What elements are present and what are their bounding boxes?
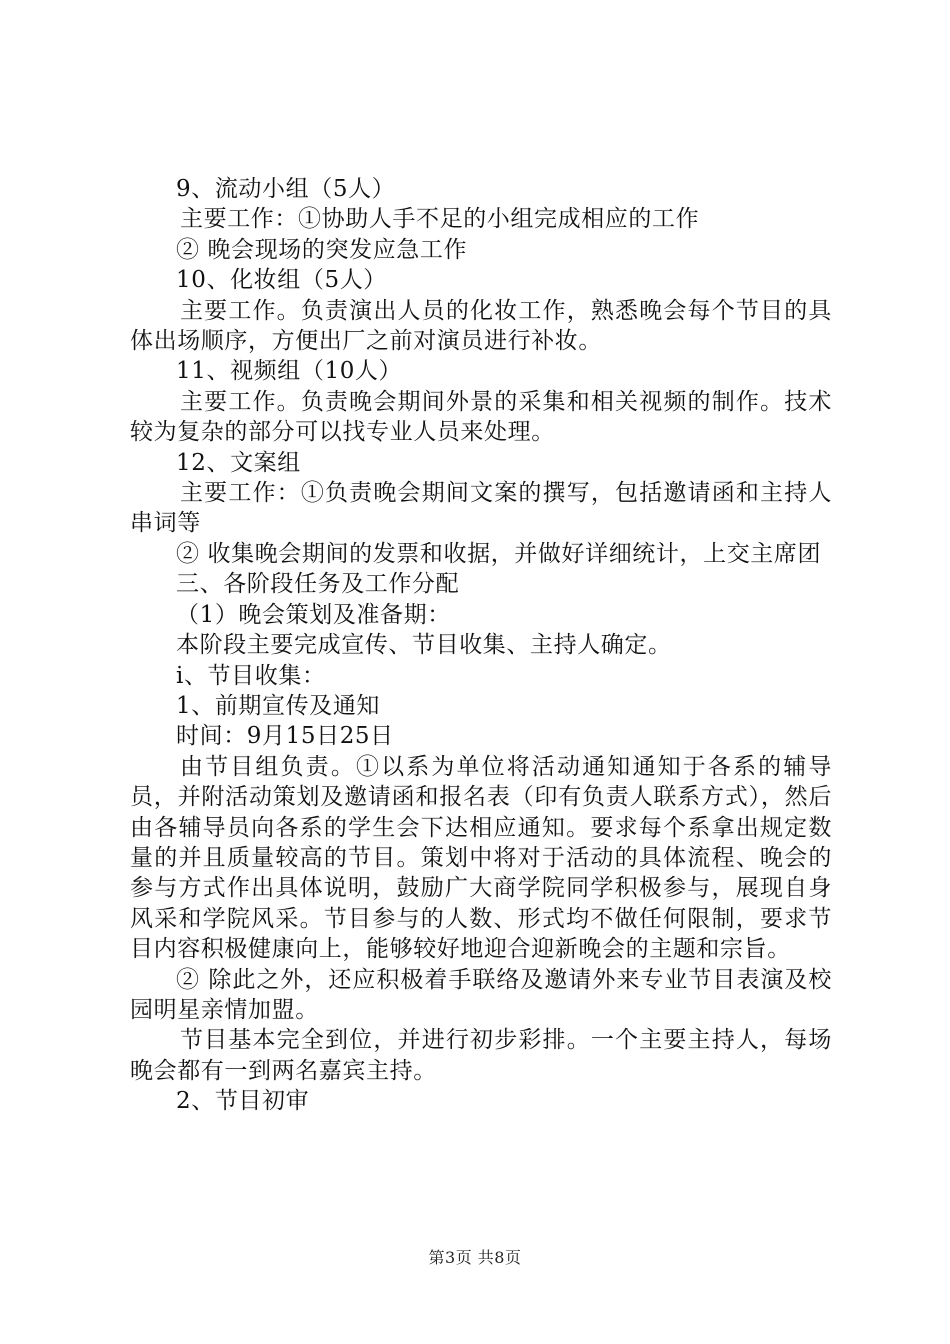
publicity-description: 由节目组负责。①以系为单位将活动通知通知于各系的辅导员，并附活动策划及邀请函和报名表（印有负责人联系方式），然后由各辅导员向各系的学生会下达相应通知。要求每个系拿出规定数量的并且质量较高的节目。策划中将对于活动的具体流程、晚会的参与方式作出具体说明，鼓励广大商学院同学积极参与，展现自身风采和学院风采。节目参与的人数、形式均不做任何限制，要求节目内容积极健康向上，能够较好地迎合迎新晚会的主题和宗旨。 [130,753,832,963]
program-collection-heading: ⅰ、节目收集： [176,662,326,689]
mobile-group-duty-2: ② 晚会现场的突发应急工作 [176,236,468,263]
stage-planning-summary: 本阶段主要完成宣传、节目收集、主持人确定。 [176,632,672,659]
copywriting-group-duty-1: 主要工作：①负责晚会期间文案的撰写，包括邀请函和主持人串词等 [130,480,832,537]
video-group-duty: 主要工作。负责晚会期间外景的采集和相关视频的制作。技术较为复杂的部分可以找专业人员来处理。 [130,388,832,446]
stage-planning-heading: （1）晚会策划及准备期： [176,601,451,628]
makeup-group-duty: 主要工作。负责演出人员的化妆工作，熟悉晚会每个节目的具体出场顺序，方便出厂之前对演员进行补妆。 [130,297,832,355]
heading-makeup-group: 10、化妆组（5人） [176,267,387,294]
document-body [130,174,832,1117]
mobile-group-duty-1: 主要工作：①协助人手不足的小组完成相应的工作 [180,206,700,233]
publicity-heading: 1、前期宣传及通知 [176,692,381,719]
heading-mobile-group: 9、流动小组（5人） [176,176,396,202]
preliminary-review-heading: 2、节目初审 [176,1088,310,1115]
external-performers-note: ② 除此之外，还应积极着手联络及邀请外来专业节目表演及校园明星亲情加盟。 [130,966,832,1023]
heading-copywriting-group: 12、文案组 [176,449,301,476]
publicity-time: 时间：9月15日25日 [176,723,394,750]
heading-video-group: 11、视频组（10人） [176,358,403,385]
page-footer: 第3页 共8页 [428,1248,522,1267]
copywriting-group-duty-2: ② 收集晚会期间的发票和收据，并做好详细统计，上交主席团 [176,540,822,567]
section-heading-stages: 三、各阶段任务及工作分配 [176,571,460,598]
rehearsal-note: 节目基本完全到位，并进行初步彩排。一个主要主持人，每场晚会都有一到两名嘉宾主持。 [130,1027,832,1084]
